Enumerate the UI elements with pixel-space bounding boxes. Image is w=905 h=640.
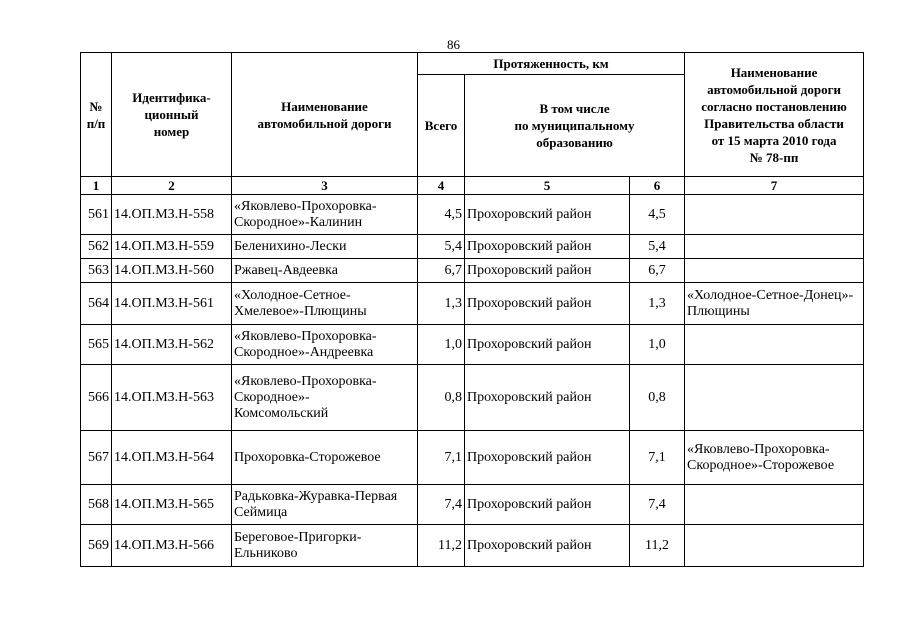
road-id: 14.ОП.МЗ.Н-562: [112, 325, 232, 365]
road-name: Прохоровка-Сторожевое: [232, 431, 418, 485]
district-length: 4,5: [630, 195, 685, 235]
district-name: Прохоровский район: [465, 195, 630, 235]
district-length: 6,7: [630, 259, 685, 283]
column-number-row: [81, 177, 864, 195]
table-row: [81, 365, 864, 431]
row-number: 563: [81, 259, 112, 283]
district-name: Прохоровский район: [465, 485, 630, 525]
page-number: 86: [447, 37, 460, 52]
resolution-name: [685, 325, 864, 365]
table-row: [81, 325, 864, 365]
road-id: 14.ОП.МЗ.Н-566: [112, 525, 232, 567]
table-row: [81, 283, 864, 325]
header-name: Наименование автомобильной дороги: [232, 53, 418, 177]
total-length: 5,4: [418, 235, 465, 259]
header-municipal: В том числе по муниципальному образованию: [465, 75, 685, 177]
header-total: Всего: [418, 75, 465, 177]
total-length: 7,1: [418, 431, 465, 485]
district-length: 1,3: [630, 283, 685, 325]
road-id: 14.ОП.МЗ.Н-560: [112, 259, 232, 283]
district-length: 5,4: [630, 235, 685, 259]
table-row: [81, 259, 864, 283]
road-id: 14.ОП.МЗ.Н-564: [112, 431, 232, 485]
district-name: Прохоровский район: [465, 525, 630, 567]
total-length: 1,0: [418, 325, 465, 365]
header-resolution: Наименование автомобильной дороги согласно постановлению Правительства области от 15 марта 2010 года № 78-пп: [685, 53, 864, 177]
district-name: Прохоровский район: [465, 325, 630, 365]
column-number: 4: [418, 177, 465, 195]
road-name: «Яковлево-Прохоровка- Скородное»-Калинин: [232, 195, 418, 235]
table-row: [81, 431, 864, 485]
road-id: 14.ОП.МЗ.Н-558: [112, 195, 232, 235]
district-length: 7,1: [630, 431, 685, 485]
table-row: [81, 195, 864, 235]
road-id: 14.ОП.МЗ.Н-561: [112, 283, 232, 325]
road-name: Береговое-Пригорки- Ельниково: [232, 525, 418, 567]
row-number: 568: [81, 485, 112, 525]
district-name: Прохоровский район: [465, 235, 630, 259]
district-length: 11,2: [630, 525, 685, 567]
resolution-name: [685, 259, 864, 283]
road-name: «Холодное-Сетное- Хмелевое»-Плющины: [232, 283, 418, 325]
resolution-name: «Яковлево-Прохоровка- Скородное»-Сторожевое: [685, 431, 864, 485]
resolution-name: [685, 525, 864, 567]
road-id: 14.ОП.МЗ.Н-565: [112, 485, 232, 525]
total-length: 0,8: [418, 365, 465, 431]
resolution-name: [685, 195, 864, 235]
total-length: 6,7: [418, 259, 465, 283]
district-length: 1,0: [630, 325, 685, 365]
district-length: 7,4: [630, 485, 685, 525]
column-number: 3: [232, 177, 418, 195]
total-length: 1,3: [418, 283, 465, 325]
resolution-name: [685, 485, 864, 525]
road-name: Радьковка-Журавка-Первая Сеймица: [232, 485, 418, 525]
roads-table: [80, 52, 864, 567]
resolution-name: [685, 235, 864, 259]
total-length: 4,5: [418, 195, 465, 235]
district-name: Прохоровский район: [465, 365, 630, 431]
total-length: 11,2: [418, 525, 465, 567]
resolution-name: [685, 365, 864, 431]
row-number: 566: [81, 365, 112, 431]
resolution-name: «Холодное-Сетное-Донец»- Плющины: [685, 283, 864, 325]
district-name: Прохоровский район: [465, 259, 630, 283]
column-number: 1: [81, 177, 112, 195]
road-id: 14.ОП.МЗ.Н-559: [112, 235, 232, 259]
header-id: Идентифика- ционный номер: [112, 53, 232, 177]
row-number: 562: [81, 235, 112, 259]
table-row: [81, 525, 864, 567]
district-name: Прохоровский район: [465, 283, 630, 325]
row-number: 561: [81, 195, 112, 235]
district-name: Прохоровский район: [465, 431, 630, 485]
table-row: [81, 485, 864, 525]
row-number: 567: [81, 431, 112, 485]
column-number: 5: [465, 177, 630, 195]
road-name: «Яковлево-Прохоровка- Скородное»- Комсомольский: [232, 365, 418, 431]
total-length: 7,4: [418, 485, 465, 525]
header-length: Протяженность, км: [418, 53, 685, 75]
road-name: Ржавец-Авдеевка: [232, 259, 418, 283]
row-number: 569: [81, 525, 112, 567]
column-number: 2: [112, 177, 232, 195]
header-num: № п/п: [81, 53, 112, 177]
column-number: 6: [630, 177, 685, 195]
column-number: 7: [685, 177, 864, 195]
road-id: 14.ОП.МЗ.Н-563: [112, 365, 232, 431]
road-name: «Яковлево-Прохоровка- Скородное»-Андреевка: [232, 325, 418, 365]
road-name: Беленихино-Лески: [232, 235, 418, 259]
district-length: 0,8: [630, 365, 685, 431]
row-number: 564: [81, 283, 112, 325]
row-number: 565: [81, 325, 112, 365]
table-row: [81, 235, 864, 259]
